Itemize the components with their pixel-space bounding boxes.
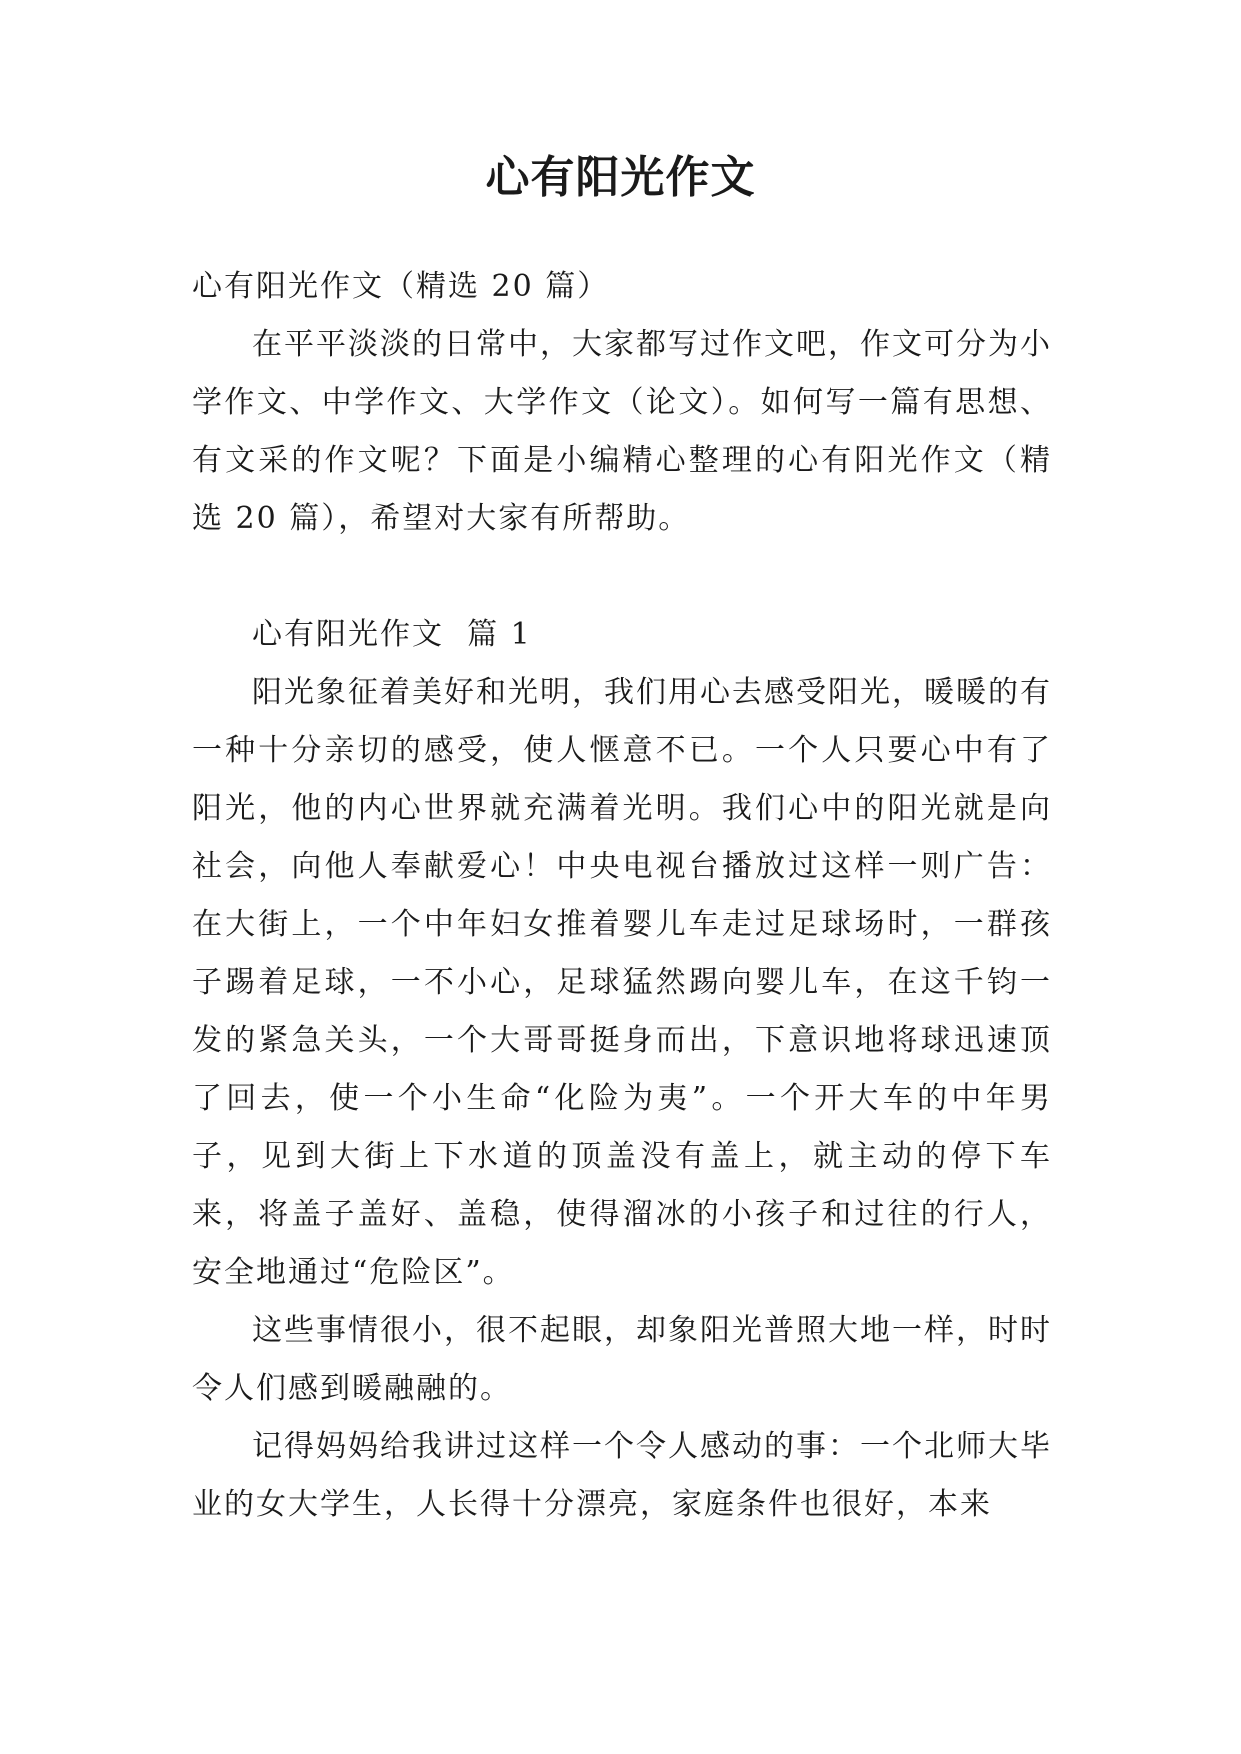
document-title: 心有阳光作文 — [485, 152, 756, 203]
body-paragraph: 记得妈妈给我讲过这样一个令人感动的事：一个北师大毕业的女大学生，人长得十分漂亮，家庭条件也很好，本来 — [192, 1429, 1052, 1522]
document-subtitle: 心有阳光作文（精选 20 篇） — [192, 269, 610, 304]
intro-paragraph: 在平平淡淡的日常中，大家都写过作文吧，作文可分为小学作文、中学作文、大学作文（论文）。如何写一篇有思想、有文采的作文呢？下面是小编精心整理的心有阳光作文（精选 20 篇），希望对大家有所帮助。 — [192, 327, 1052, 536]
section-heading: 心有阳光作文 篇 1 — [252, 617, 532, 652]
body-paragraph: 这些事情很小，很不起眼，却象阳光普照大地一样，时时令人们感到暖融融的。 — [192, 1313, 1052, 1406]
body-paragraph: 阳光象征着美好和光明，我们用心去感受阳光，暖暖的有一种十分亲切的感受，使人惬意不已。一个人只要心中有了阳光，他的内心世界就充满着光明。我们心中的阳光就是向社会，向他人奉献爱心！中央电视台播放过这样一则广告：在大街上，一个中年妇女推着婴儿车走过足球场时，一群孩子踢着足球，一不小心，足球猛然踢向婴儿车，在这千钧一发的紧急关头，一个大哥哥挺身而出，下意识地将球迅速顶了回去，使一个小生命“化险为夷”。一个开大车的中年男子，见到大街上下水道的顶盖没有盖上，就主动的停下车来，将盖子盖好、盖稳，使得溜冰的小孩子和过往的行人，安全地通过“危险区”。 — [192, 675, 1052, 1290]
document-body — [192, 258, 1052, 1534]
section-spacer — [192, 548, 1052, 606]
